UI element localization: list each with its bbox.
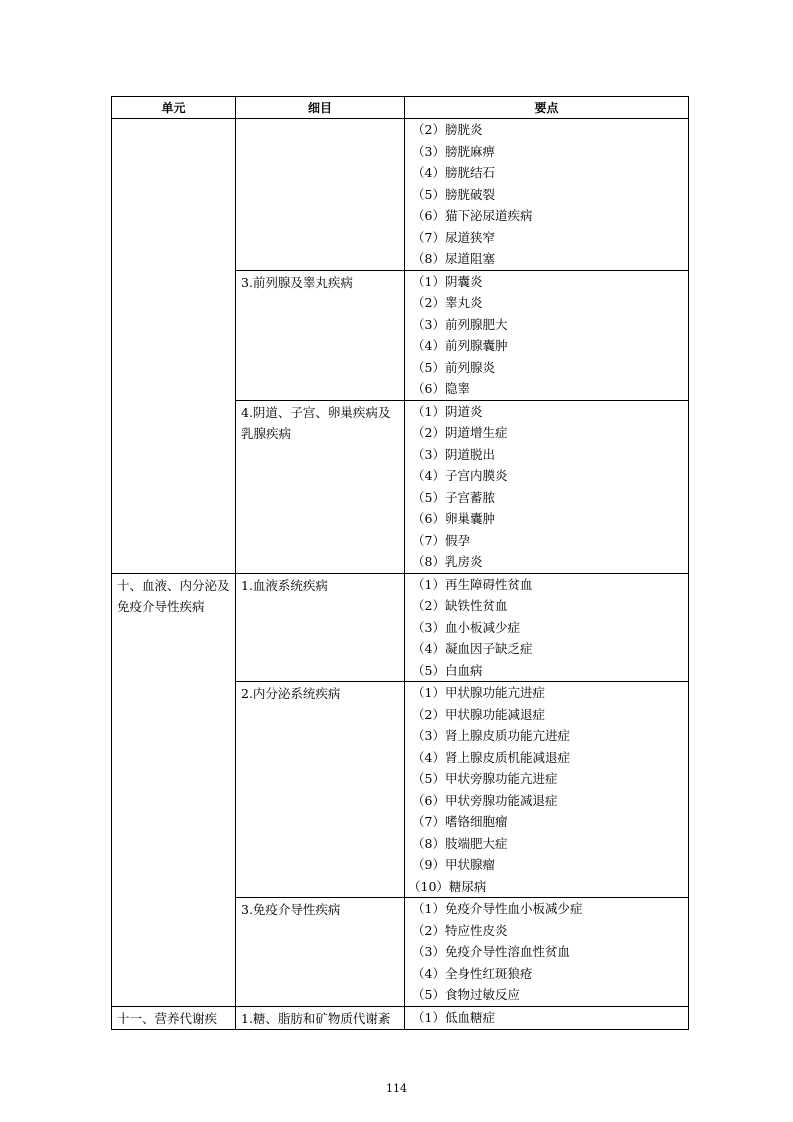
header-subitem: 细目 <box>236 97 405 119</box>
point-item: （2）特应性皮炎 <box>412 922 508 938</box>
page-number: 114 <box>386 1082 407 1095</box>
point-item: （6）隐睾 <box>412 381 470 396</box>
point-item: （2）缺铁性贫血 <box>412 598 508 613</box>
point-item: （7）尿道狭窄 <box>412 229 495 245</box>
point-item: （2）甲状腺功能减退症 <box>412 706 545 722</box>
unit-cell <box>112 119 236 574</box>
point-item: （3）前列腺肥大 <box>412 316 508 332</box>
point-item: （6）甲状旁腺功能减退症 <box>412 792 558 808</box>
subitem-cell: 3.免疫介导性疾病 <box>236 898 405 1007</box>
point-item: （4）膀胱结石 <box>412 165 495 180</box>
table-row <box>112 119 689 271</box>
point-item: （4）子宫内膜炎 <box>412 468 508 483</box>
point-item: （4）凝血因子缺乏症 <box>412 641 533 656</box>
point-item: （1）甲状腺功能亢进症 <box>412 685 545 700</box>
table-row <box>112 573 689 682</box>
point-item: （2）膀胱炎 <box>412 122 483 137</box>
subitem-cell: 1.血液系统疾病 <box>236 573 405 682</box>
point-item: （2）睾丸炎 <box>412 295 483 310</box>
point-item: （5）白血病 <box>412 662 483 678</box>
header-unit: 单元 <box>112 97 236 119</box>
unit-cell: 十一、营养代谢疾 <box>112 1006 236 1030</box>
point-item: （10）糖尿病 <box>408 878 487 894</box>
point-item: （7）嗜铬细胞瘤 <box>412 814 508 829</box>
subitem-cell: 2.内分泌系统疾病 <box>236 682 405 898</box>
point-item: （3）血小板减少症 <box>412 619 520 635</box>
points-cell <box>405 270 689 400</box>
syllabus-table <box>111 96 689 1030</box>
point-item: （9）甲状腺瘤 <box>412 857 495 872</box>
subitem-cell: 4.阴道、子宫、卵巢疾病及乳腺疾病 <box>236 400 405 573</box>
unit-cell: 十、血液、内分泌及免疫介导性疾病 <box>112 573 236 1006</box>
point-item: （2）阴道增生症 <box>412 425 508 440</box>
point-item: （1）阴囊炎 <box>412 273 483 289</box>
points-cell <box>405 119 689 271</box>
point-item: （3）免疫介导性溶血性贫血 <box>412 944 570 959</box>
point-item: （3）肾上腺皮质功能亢进症 <box>412 728 570 743</box>
points-cell <box>405 682 689 898</box>
point-item: （5）食物过敏反应 <box>412 987 520 1002</box>
point-item: （5）前列腺炎 <box>412 359 495 375</box>
point-item: （8）肢端肥大症 <box>412 835 508 851</box>
points-cell <box>405 1006 689 1030</box>
point-item: （7）假孕 <box>412 532 470 548</box>
header-points: 要点 <box>405 97 689 119</box>
point-item: （1）免疫介导性血小板减少症 <box>412 901 583 916</box>
point-item: （1）再生障碍性贫血 <box>412 576 533 592</box>
table-row <box>112 1006 689 1030</box>
point-item: （1）低血糖症 <box>412 1009 495 1025</box>
point-item: （1）阴道炎 <box>412 403 483 419</box>
point-item: （3）膀胱麻痹 <box>412 143 495 159</box>
point-item: （8）尿道阻塞 <box>412 251 495 266</box>
table-header-row <box>112 97 689 119</box>
subitem-cell: 3.前列腺及睾丸疾病 <box>236 270 405 400</box>
point-item: （4）前列腺囊肿 <box>412 338 508 353</box>
point-item: （5）甲状旁腺功能亢进症 <box>412 771 558 786</box>
points-cell <box>405 898 689 1007</box>
point-item: （6）卵巢囊肿 <box>412 511 495 526</box>
points-cell <box>405 400 689 573</box>
subitem-cell <box>236 119 405 271</box>
point-item: （3）阴道脱出 <box>412 446 495 462</box>
point-item: （4）肾上腺皮质机能减退症 <box>412 749 570 765</box>
point-item: （8）乳房炎 <box>412 554 483 569</box>
point-item: （5）膀胱破裂 <box>412 186 495 202</box>
point-item: （5）子宫蓄脓 <box>412 489 495 505</box>
points-cell <box>405 573 689 682</box>
point-item: （6）猫下泌尿道疾病 <box>412 208 533 223</box>
subitem-cell: 1.糖、脂肪和矿物质代谢紊 <box>236 1006 405 1030</box>
point-item: （4）全身性红斑狼疮 <box>412 965 533 981</box>
